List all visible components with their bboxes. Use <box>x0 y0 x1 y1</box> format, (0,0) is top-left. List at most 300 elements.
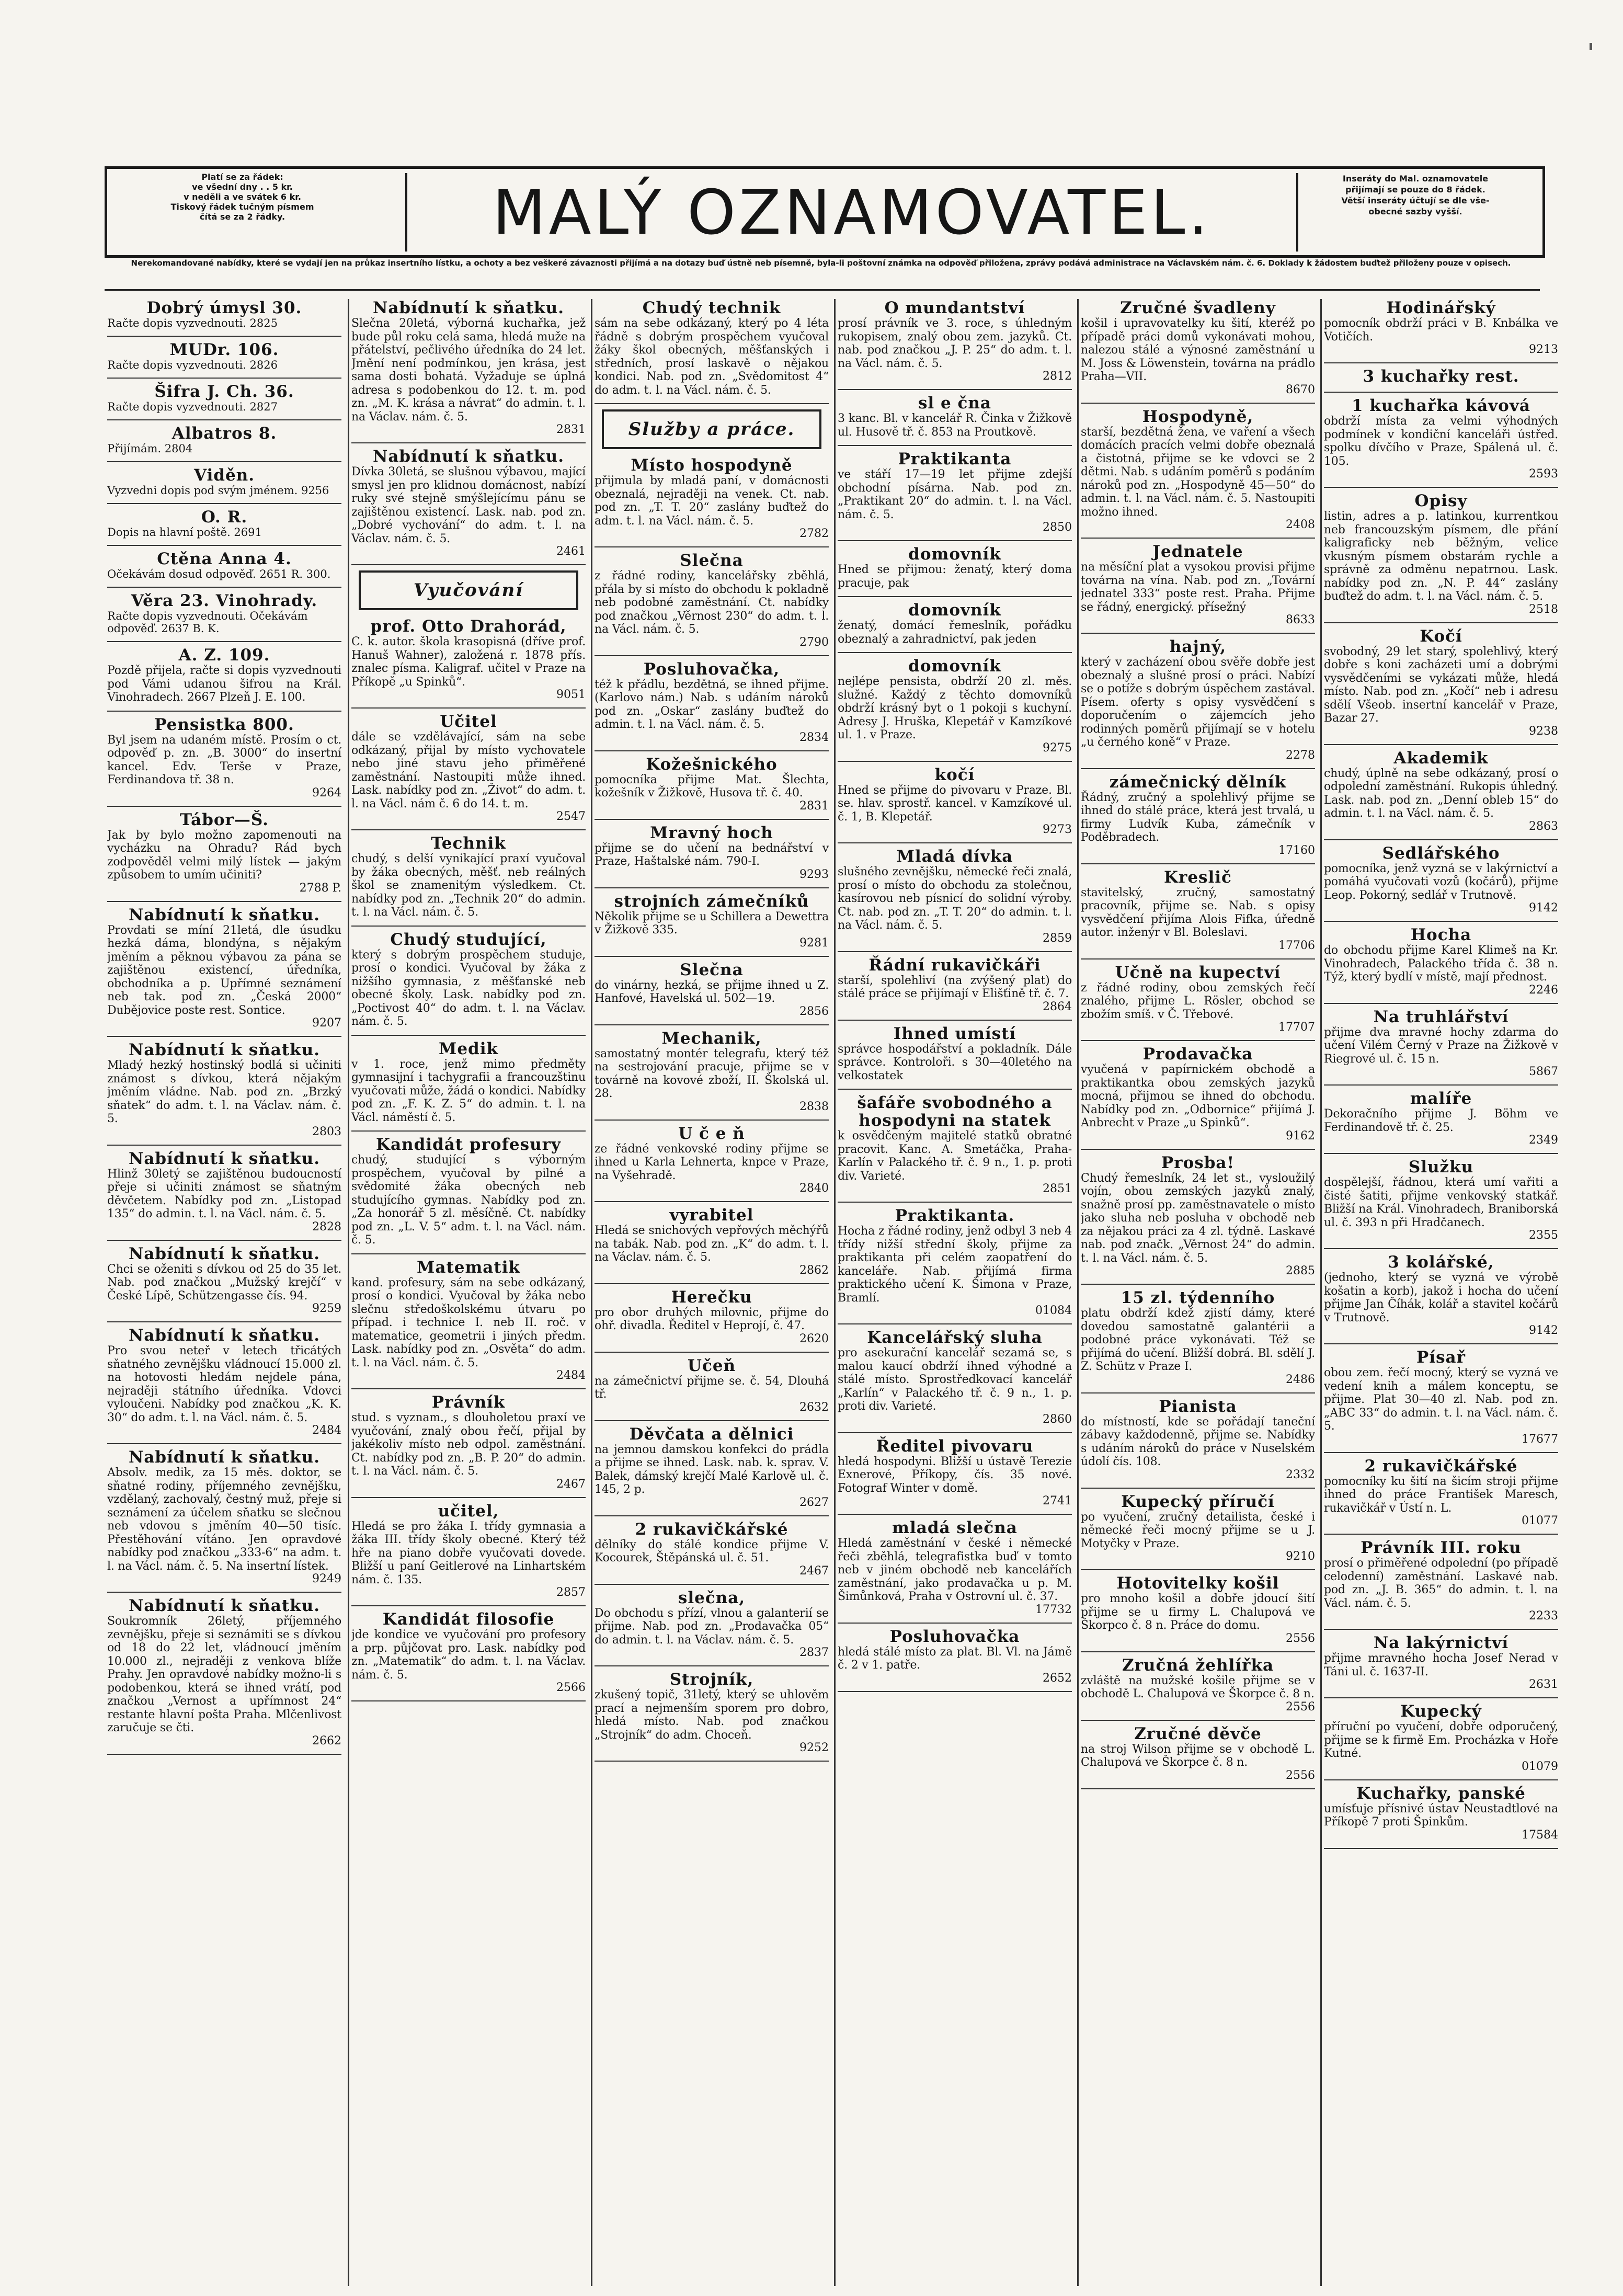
column-separator <box>1320 299 1322 2286</box>
ad-text: z řádné rodiny, kancelářsky zběhlá, přála by si místo do obchodu k pokladně neb podobné zaměstnání. Ct. nabídky pod značkou „Věrnost 230“ do adm. t. l. na Václ. nám. č. 5. <box>595 569 829 636</box>
classified-ad <box>1081 408 1315 532</box>
ad-text: pro asekurační kancelář sezamá se, s malou kaucí obdrží ihned výhodné a stálé místo. Sprostředkovací kancelář „Karlín“ v Palackého tř. č. 9 n., 1. p. proti div. Varieté. <box>838 1346 1072 1413</box>
ad-number: 9293 <box>799 867 829 881</box>
ad-divider <box>1081 403 1315 404</box>
ad-divider <box>595 1761 829 1762</box>
ad-title: Nabídnutí k sňatku. <box>129 1326 320 1345</box>
ad-text: do obchodu přijme Karel Klimeš na Kr. Vinohradech, Palackého třída č. 38 n. Týž, který bydlí v místě, mají přednost. <box>1324 944 1558 984</box>
ad-title: sl e čna <box>918 394 992 413</box>
ad-divider <box>838 652 1072 653</box>
ad-number: 2467 <box>799 1564 829 1578</box>
ad-text: na stroj Wilson přijme se v obchodě L. Chalupová ve Škorpce č. 8 n. <box>1081 1742 1315 1769</box>
ad-number: 9275 <box>1043 741 1072 755</box>
ad-number: 2862 <box>799 1263 829 1277</box>
ad-number: 2859 <box>1043 931 1072 945</box>
ad-number: 2246 <box>1529 983 1558 997</box>
ad-title: Právník III. roku <box>1361 1538 1522 1557</box>
ad-text: na zámečnictví přijme se. č. 54, Dlouhá tř. <box>595 1374 829 1401</box>
ad-title: Pianista <box>1159 1397 1237 1416</box>
ad-divider <box>838 1202 1072 1203</box>
column-separator <box>1077 299 1079 2286</box>
ad-text: Dívka 30letá, se slušnou výbavou, mající smysl jen pro klidnou domácnost, nabízí ruky své stejně smýšlejícímu pánu se zajištěnou existencí. Lask. nab. pod zn. „Dobré vychování“ do adm. t. l. na Václav. nám. č. 5. <box>351 465 586 545</box>
ad-text: Soukromník 26letý, příjemného zevnějšku, přeje si seznámiti se s dívkou od 18 do 22 let, vládnoucí jměním 10.000 zl., nejraději z venkova blíže Prahy. Jen opravdové nabídky možno-li s podobenkou, která se ihned vrátí, pod značkou „Vernost a upřímnost 24“ restante hlavní pošta Praha. Mlčenlivost zaručuje se čti. <box>107 1615 341 1734</box>
ad-divider <box>351 1497 586 1498</box>
header-insert-rules <box>1293 173 1538 217</box>
ad-text: hledá hospodyni. Bližší u ústavě Terezie Exnerové, Příkopy, čís. 35 nové. Fotograf Winter v domě. <box>838 1455 1072 1495</box>
classified-ad <box>351 1502 586 1600</box>
header-right-line: obecné sazby vyšší. <box>1368 207 1462 216</box>
ad-divider <box>107 711 341 712</box>
ad-text: přijme se do učení na bednářství v Praze, Haštalské nám. 790-I. <box>595 841 829 868</box>
ad-title: Zručné děvče <box>1134 1724 1262 1743</box>
ad-divider <box>351 442 586 443</box>
classified-ad <box>595 1357 829 1414</box>
ad-number: 9142 <box>1529 1324 1558 1337</box>
classified-ad <box>838 394 1072 439</box>
ad-text: C. k. autor. škola krasopisná (dříve prof. Hanuš Wahner), založená r. 1878 přís. znalec písma. Kaligraf. učitel v Praze na Příkopě „u Spinků“. <box>351 635 586 689</box>
ad-text: košil i upravovatelky ku šití, kteréž po případě práci domů vykonávati mohou, nalezou stálé a výnosné zaměstnání u M. Joss & Löwenstein, továrna na prádlo Praha—VII. <box>1081 317 1315 383</box>
ad-number: 9210 <box>1286 1550 1315 1563</box>
classified-ad <box>351 835 586 919</box>
ad-text: Račte dopis vyzvednouti. 2825 <box>107 317 278 329</box>
ad-divider <box>1324 1343 1558 1344</box>
classified-ad <box>351 931 586 1029</box>
ad-text: ženatý, domácí řemeslník, pořádku obeznalý a zahradnictví, pak jeden <box>838 619 1072 646</box>
classified-ad <box>351 1259 586 1383</box>
classified-ad <box>1324 1253 1558 1337</box>
ad-number: 2860 <box>1043 1412 1072 1426</box>
ad-number: 9281 <box>799 936 829 950</box>
ad-divider <box>351 707 586 709</box>
classified-ad <box>107 383 341 413</box>
classified-ad <box>1081 1657 1315 1714</box>
ad-divider <box>1324 1848 1558 1849</box>
ad-text: Slečna 20letá, výborná kuchařka, jež bude půl roku celá sama, hledá muže na přátelství, pečlivého úředníka do 24 let. Jmění není podmínkou, jen krása, jest sama dosti bohatá. Vyžaduje se úplná adresa s podobenkou do 12. t. m. pod zn. „M. K. krása a návrat“ do admin. t. l. na Václav. nám. č. 5. <box>351 317 586 424</box>
ad-text: přijmula by mladá paní, v domácnosti obeznalá, nejraději na venek. Ct. nab. pod zn. „T. T. 20“ zaslány buďtež do adm. t. l. na Václ. nám. č. 5. <box>595 474 829 528</box>
ad-text: pomocníky ku šití na šicím stroji přijme ihned do práce František Maresch, rukavičkář v Ústí n. L. <box>1324 1475 1558 1515</box>
ad-divider <box>838 596 1072 597</box>
classified-ad <box>1081 1154 1315 1278</box>
ad-text: Hlinž 30letý se zajištěnou budoucností přeje si učiniti známost se sňatným děvčetem. Nabídky pod zn. „Listopad 135“ do admin. t. l. na Václ. nám. č. 5. <box>107 1167 341 1220</box>
ad-text: ze řádné venkovské rodiny přijme se ihned u Karla Lehnerta, knpce v Praze, na Vyšehradě. <box>595 1142 829 1182</box>
ad-title: Místo hospodyně <box>631 456 793 475</box>
ad-title: 2 rukavičkářské <box>635 1520 788 1539</box>
ad-title: Herečku <box>671 1287 752 1307</box>
ad-text: Hledá se snichových vepřových měchýřů na tabák. Nab. pod zn. „K“ do adm. t. l. na Václav. nám. č. 5. <box>595 1224 829 1264</box>
ad-number: 9273 <box>1043 823 1072 836</box>
classified-ad <box>838 545 1072 590</box>
classified-ad <box>107 1597 341 1747</box>
ad-text: ve stáří 17—19 let přijme zdejší obchodní písárna. Nab. pod zn. „Praktikant 20“ do admin. t. l. na Václ. nám. č. 5. <box>838 468 1072 521</box>
ad-text: z řádné rodiny, obou zemských řečí znalého, přijme L. Rösler, obchod se zbožím smíš. v Č. Třebové. <box>1081 981 1315 1021</box>
ad-title: Ctěna Anna 4. <box>157 550 292 568</box>
ad-number: 17160 <box>1278 843 1315 857</box>
ad-title: Albatros 8. <box>172 424 277 443</box>
ad-number: 2857 <box>556 1586 586 1599</box>
ad-number: 2856 <box>799 1004 829 1018</box>
ad-divider <box>1081 1284 1315 1285</box>
ad-text: dospělejší, řádnou, která umí vařiti a čisté šatiti, přijme venkovský statkář. Bližší na Král. Vinohradech, Braniborská ul. č. 393 n při Hradčanech. <box>1324 1176 1558 1229</box>
ad-divider <box>1324 1153 1558 1154</box>
ad-divider <box>595 1665 829 1666</box>
ad-number: 8633 <box>1286 613 1315 626</box>
classified-ad <box>838 956 1072 1013</box>
ad-text: správce hospodářství a pokladník. Dále správce. Kontroloři. s 30—40letého na velkostatek <box>838 1042 1072 1082</box>
classified-ad <box>1081 773 1315 857</box>
ad-divider <box>351 1700 586 1701</box>
ad-number: 17707 <box>1278 1021 1315 1034</box>
classified-ad <box>1324 368 1558 385</box>
ad-text: chudý, studující s výborným prospěchem, vyučoval by pilné a svědomité žáka obecných neb studujícího gymnas. Nabídky pod zn. „Za honorář 5 zl. měsíčně. Ct. nabídky pod zn. „L. V. 5“ adm. t. l. na Václ. nám. č. 5. <box>351 1153 586 1247</box>
ad-title: Slečna <box>680 960 744 979</box>
ad-title: Posluhovačka, <box>643 659 780 679</box>
ad-number: 2741 <box>1043 1494 1072 1507</box>
ad-number: 9259 <box>312 1302 341 1315</box>
ad-divider <box>1081 1392 1315 1393</box>
classified-ad <box>107 646 341 704</box>
ad-text: Račte dopis vyzvednouti. 2827 <box>107 401 278 413</box>
classified-ad <box>107 1327 341 1437</box>
classified-ad <box>595 893 829 950</box>
classified-ad <box>838 1437 1072 1508</box>
classified-ad <box>1324 1158 1558 1242</box>
ad-text: Pro svou neteř v letech třicátých sňatného zevnějšku vládnoucí 15.000 zl. na hotovosti hledám nejdele pána, nejraději státního úředníka. Vdovci vyloučeni. Nabídky pod značkou „K. K. 30“ do adm. t. l. na Václ. nám. č. 5. <box>107 1344 341 1424</box>
ad-text: Hned se přijmou: ženatý, který doma pracuje, pak <box>838 563 1072 590</box>
ad-title: Řádní rukavičkáři <box>868 955 1041 975</box>
ad-number: 2593 <box>1529 467 1558 481</box>
ad-text: kand. profesury, sám na sebe odkázaný, prosí o kondici. Vyučoval by žáka nebo slečnu středoškolskému útvaru po případ. i technice I. neb II. roč. v matematice, geometrii i jiných předm. Lask. nabídky pod zn. „Osvěta“ do adm. t. l. na Václ. nám. č. 5. <box>351 1276 586 1369</box>
classified-ad <box>1081 1398 1315 1481</box>
ad-title: Služku <box>1408 1158 1474 1176</box>
classified-ad <box>1324 492 1558 616</box>
classified-ad <box>107 811 341 895</box>
ad-divider <box>838 842 1072 843</box>
ad-title: kočí <box>934 765 975 784</box>
ad-text: příruční po vyučení, dobře odporučený, přijme se k firmě Em. Procházka v Hoře Kutné. <box>1324 1720 1558 1760</box>
ad-text: obou zem. řečí mocný, který se vyzná ve vedení knih a málem konceptu, se přijme. Plat 30—40 zl. Nab. pod zn. „ABC 33“ do admin. t. l. na Václ. nám. č. 5. <box>1324 1366 1558 1433</box>
ad-title: vyrabitel <box>669 1206 754 1225</box>
classified-ad <box>1324 1090 1558 1147</box>
classified-ad <box>1081 299 1315 396</box>
ad-title: prof. Otto Drahorád, <box>370 617 567 636</box>
ad-number: 2812 <box>1043 370 1072 383</box>
ad-divider <box>1081 1149 1315 1150</box>
ad-number: 2278 <box>1286 748 1315 762</box>
ad-title: Sedlářského <box>1382 843 1500 863</box>
ad-text: do místností, kde se pořádají taneční zábavy každodenně, přijme se. Nabídky s udáním nároků do práce v Nuselském údolí čís. 108. <box>1081 1415 1315 1468</box>
ad-title: Dobrý úmysl 30. <box>146 299 302 317</box>
classified-ad <box>595 1125 829 1195</box>
ad-divider <box>595 1120 829 1121</box>
ad-text: též k přádlu, bezdětná, se ihned přijme. (Karlovo nám.) Nab. s udáním nároků pod zn. „Oskar“ zaslány buďtež do admin. t. l. na Václ. nám. č. 5. <box>595 678 829 731</box>
ad-title: Hocha <box>1410 926 1472 944</box>
ad-title: Medik <box>439 1039 498 1058</box>
section-heading: Služby a práce. <box>602 409 821 449</box>
classified-ad <box>351 713 586 823</box>
ad-divider <box>1324 362 1558 363</box>
classified-ad <box>838 1329 1072 1426</box>
ad-number: 2864 <box>1043 1000 1072 1013</box>
classified-ad <box>1324 1008 1558 1079</box>
classified-ad <box>595 1521 829 1578</box>
classified-ad <box>1324 844 1558 915</box>
classified-ad <box>1324 926 1558 997</box>
ad-text: po vyučení, zručný detailista, české i německé řeči mocný přijme se u J. Motyčky v Praze. <box>1081 1510 1315 1550</box>
ad-text: Hledá zaměstnání v české i německé řeči zběhlá, telegrafistka buď v tomto neb v jiném obchodě neb kancelářích zaměstnání, jako prodavačka u p. M. Šimůnková, Praha v Ostrovní ul. č. 37. <box>838 1537 1072 1603</box>
ad-title: Kandidát filosofie <box>382 1610 555 1629</box>
ad-divider <box>107 545 341 546</box>
ad-number: 9264 <box>312 786 341 799</box>
ad-title: Praktikanta <box>898 450 1012 469</box>
ad-number: 2518 <box>1529 602 1558 616</box>
ad-text: prosí o přiměřené odpolední (po případě celodenní) zaměstnání. Laskavé nab. pod zn. „J. B. 365“ do admin. t. l. na Václ. nám. č. 5. <box>1324 1557 1558 1610</box>
ad-number: 2556 <box>1286 1631 1315 1645</box>
ad-text: umísťuje přísnivé ústav Neustadtlové na Příkopě 7 proti Špinkům. <box>1324 1802 1558 1829</box>
ad-title: Nabídnutí k sňatku. <box>373 299 564 317</box>
classified-ad <box>1324 1785 1558 1842</box>
ad-divider <box>1324 1452 1558 1453</box>
classified-ad <box>595 299 829 397</box>
ad-title: Na lakýrnictví <box>1373 1634 1509 1652</box>
ad-divider <box>1081 768 1315 769</box>
ad-divider <box>595 546 829 547</box>
ad-title: Hotovitelky košil <box>1116 1574 1279 1593</box>
classified-ad <box>838 848 1072 945</box>
ad-number: 2662 <box>312 1734 341 1747</box>
ad-divider <box>595 1352 829 1353</box>
classified-ad <box>351 618 586 701</box>
classified-ad <box>838 450 1072 534</box>
ad-title: Učitel <box>440 712 497 731</box>
classified-ad <box>838 601 1072 646</box>
ad-title: učitel, <box>438 1501 499 1521</box>
ad-number: 2355 <box>1529 1229 1558 1242</box>
ad-number: 2790 <box>799 635 829 649</box>
ad-text: hledá stálé místo za plat. Bl. Vl. na Jámě č. 2 v 1. patře. <box>838 1645 1072 1672</box>
column-5 <box>1081 299 1315 2286</box>
classified-ad <box>107 1245 341 1316</box>
ad-number: 17584 <box>1522 1828 1558 1842</box>
ad-number: 2547 <box>556 810 586 823</box>
header-right-line: přijímají se pouze do 8 řádek. <box>1345 185 1485 195</box>
column-1 <box>107 299 341 2286</box>
ad-title: Technik <box>431 834 506 853</box>
ad-text: 3 kanc. Bl. v kancelář R. Činka v Žižkově ul. Husově tř. č. 853 na Proutkově. <box>838 412 1072 439</box>
ad-number: 2486 <box>1286 1373 1315 1386</box>
ad-divider <box>595 403 829 404</box>
ad-text: Račte dopis vyzvednouti. Očekávám odpověď. 2637 B. K. <box>107 610 308 635</box>
ad-text: Do obchodu s přízí, vlnou a galanterií se přijme. Nab. pod zn. „Prodavačka 05“ do admin. t. l. na Václav. nám. č. 5. <box>595 1606 829 1647</box>
ad-divider <box>107 1145 341 1146</box>
ad-number: 9213 <box>1529 343 1558 356</box>
ad-number: 2834 <box>799 730 829 744</box>
ad-text: k osvědčeným majitelé statků obratné pracovit. Kanc. A. Smetáčka, Praha-Karlín v Palackého tř. č. 9 n., 1. p. proti div. Varieté. <box>838 1129 1072 1183</box>
ad-text: zvláště na mužské košile přijme se v obchodě L. Chalupová ve Škorpce č. 8 n. <box>1081 1674 1315 1700</box>
ad-number: 2850 <box>1043 521 1072 534</box>
ad-divider <box>1324 487 1558 488</box>
ad-text: který v zacházení obou svěře dobře jest obeznalý a slušné prosí o práci. Nabízí se o potíže s dobrým úspěchem zastával. Písem. oferty s opisy vysvědčení s doporučením o zájemcích jeho rodinných poměrů přijímají se v hotelu „u černého koně“ v Praze. <box>1081 656 1315 749</box>
ad-number: 2484 <box>556 1369 586 1382</box>
ad-text: Dekoračního přijme J. Böhm ve Ferdinandově tř. č. 25. <box>1324 1107 1558 1134</box>
ad-text: Hocha z řádné rodiny, jenž odbyl 3 neb 4 třídy nižší střední školy, přijme za praktikanta při celém zaopatření do kanceláře. Nab. přijímá firma praktického učení K. Šimona v Praze, Bramlí. <box>838 1225 1072 1305</box>
ad-text: pro obor druhých milovnic, přijme do ohř. divadla. Ředitel v Heprojí, č. 47. <box>595 1306 829 1332</box>
classified-ad <box>1324 1349 1558 1446</box>
classified-ad <box>838 299 1072 383</box>
ad-divider <box>351 1035 586 1036</box>
classified-ad <box>1081 638 1315 762</box>
ad-title: Na truhlářství <box>1373 1007 1509 1026</box>
ad-number: 9207 <box>312 1016 341 1030</box>
header-rule <box>105 289 1540 291</box>
classified-ad <box>595 1030 829 1113</box>
ad-divider <box>838 951 1072 952</box>
classified-ad <box>595 961 829 1018</box>
ad-divider <box>1081 633 1315 634</box>
classified-ad <box>351 1040 586 1125</box>
ad-divider <box>595 1283 829 1284</box>
ad-title: slečna, <box>678 1588 746 1607</box>
ad-title: Šifra J. Ch. 36. <box>154 382 294 401</box>
ad-title: Mravný hoch <box>650 823 773 842</box>
classified-ad <box>351 299 586 436</box>
ad-number: 2631 <box>1529 1678 1558 1691</box>
ad-divider <box>1324 921 1558 922</box>
ad-divider <box>595 1515 829 1516</box>
ad-title: 2 rukavičkářské <box>1364 1456 1518 1476</box>
classified-ad <box>107 716 341 799</box>
ad-divider <box>107 419 341 420</box>
ad-divider <box>1324 392 1558 393</box>
ad-title: Opisy <box>1414 492 1468 510</box>
ad-number: 2627 <box>799 1495 829 1509</box>
ad-number: 2782 <box>799 527 829 540</box>
ad-text: chudý, s delší vynikající praxí vyučoval by žáka obecných, měšť. neb reálných škol se znamenitým výsledkem. Ct. nabídky pod zn. „Technik 20“ do admin. t. l. na Václ. nám. č. 5. <box>351 852 586 919</box>
ad-divider <box>1324 1779 1558 1780</box>
ad-title: Nabídnutí k sňatku. <box>129 1041 320 1059</box>
classified-ad <box>595 1425 829 1509</box>
ad-divider <box>1081 958 1315 959</box>
column-separator <box>834 299 836 2286</box>
ad-number: 9051 <box>556 688 586 701</box>
ad-title: strojních zámečníků <box>614 892 809 911</box>
ad-text: do vinárny, hezká, se přijme ihned u Z. Hanfové, Havelská ul. 502—19. <box>595 978 829 1005</box>
ad-title: Zručná žehlířka <box>1122 1655 1274 1675</box>
ad-title: Písař <box>1416 1348 1466 1367</box>
ad-title: 3 kolářské, <box>1388 1253 1494 1272</box>
ad-title: Kandidát profesury <box>376 1135 561 1154</box>
ad-title: Posluhovačka <box>889 1627 1020 1646</box>
column-separator <box>591 299 592 2286</box>
classified-ad <box>1081 543 1315 626</box>
classified-ad <box>1081 1725 1315 1782</box>
ad-title: Nabídnutí k sňatku. <box>129 1596 320 1615</box>
ad-divider <box>1324 1534 1558 1535</box>
classified-ad <box>1081 869 1315 952</box>
ad-text: svobodný, 29 let starý, spolehlivý, který dobře s koni zacházeti umí a dobrými vysvědčeními se vykázati může, hledá místo. Nab. pod zn. „Kočí“ neb i adresu sdělí Všeob. insertní kancelář v Praze, Bazar 27. <box>1324 645 1558 725</box>
ad-divider <box>1324 622 1558 623</box>
ad-title: Učeň <box>687 1356 736 1375</box>
ad-title: Kočí <box>1420 626 1462 646</box>
ad-title: Právník <box>431 1393 506 1412</box>
ad-divider <box>351 1388 586 1389</box>
ad-text: Očekávám dosud odpověď. 2651 R. 300. <box>107 568 331 580</box>
ad-text: v 1. roce, jenž mimo předměty gymnasijní i tachygrafii a francouzštinu vyučovati může, žádá o kondici. Nabídky pod zn. „F. K. Z. 5“ do admin. t. l. na Václ. náměstí č. 5. <box>351 1057 586 1124</box>
ad-number: 2349 <box>1529 1134 1558 1147</box>
header-right-line: Inseráty do Mal. oznamovatele <box>1342 174 1489 184</box>
ad-number: 2556 <box>1286 1768 1315 1782</box>
ad-divider <box>838 1089 1072 1090</box>
ad-title: Děvčata a dělnici <box>629 1424 794 1444</box>
classified-ad <box>351 1610 586 1694</box>
ad-title: Učně na kupectví <box>1115 963 1281 982</box>
ad-title: Nabídnutí k sňatku. <box>129 905 320 924</box>
header-right-line: Větší inseráty účtují se dle vše- <box>1341 196 1490 205</box>
classified-ad <box>107 341 341 371</box>
ad-divider <box>1081 1788 1315 1789</box>
ad-number: 17706 <box>1278 939 1315 952</box>
ad-title: A. Z. 109. <box>178 646 270 665</box>
header-box <box>105 166 1545 258</box>
ad-divider <box>595 1420 829 1421</box>
column-2 <box>351 299 586 2286</box>
ad-divider <box>595 1584 829 1585</box>
ad-divider <box>1324 1629 1558 1630</box>
classified-ad <box>1324 1457 1558 1528</box>
ad-divider <box>1081 1651 1315 1652</box>
ad-divider <box>1324 839 1558 840</box>
classified-ad <box>838 1207 1072 1317</box>
ad-title: O mundantství <box>884 299 1025 317</box>
header-left-line: v neděli a ve svátek 6 kr. <box>184 192 301 202</box>
ad-text: na měsíční plat a vysokou provisi přijme továrna na vína. Nab. pod zn. „Tovární jednatel 333“ poste rest. Praha. Přijme se řádný, energický. přísežný <box>1081 561 1315 614</box>
classified-ad <box>595 456 829 540</box>
ad-text: (jednoho, který se vyzná ve výrobě košatin a korb), jakož i hocha do učení přijme Jan Číhák, kolář a stavitel kočárů v Trutnově. <box>1324 1271 1558 1324</box>
ad-text: Provdati se míní 21letá, dle úsudku hezká dáma, blondýna, s nějakým jměním a pěknou výbavou za pána se zajištěnou existencí, úředníka, obchodníka a p. Upřímné seznámení neb tak. pod zn. „Česká 2000“ Dubějovice poste rest. Sontice. <box>107 923 341 1017</box>
ad-title: Chudý studující, <box>390 930 547 949</box>
ad-divider <box>595 655 829 656</box>
ad-title: Strojník, <box>669 1670 754 1689</box>
classified-ad <box>351 1136 586 1247</box>
ad-divider <box>595 819 829 820</box>
classified-ad <box>1324 1634 1558 1691</box>
page-title: MALÝ OZNAMOVATEL. <box>405 173 1298 252</box>
ad-title: O. R. <box>201 508 248 527</box>
ad-title: domovník <box>908 545 1001 564</box>
ad-divider <box>838 1623 1072 1624</box>
classified-ad <box>1324 749 1558 833</box>
ad-text: Mladý hezký hostinský bodlá si učiniti známost s dívkou, která nějakým jměním vládne. Nab. pod zn. „Brzký sňatek“ do adm. t. l. na Václav. nám. č. 5. <box>107 1059 341 1125</box>
ad-title: 3 kuchařky rest. <box>1363 367 1519 386</box>
ad-number: 2461 <box>556 545 586 558</box>
classified-ad <box>107 508 341 539</box>
header-left-line: Tiskový řádek tučným písmem <box>170 202 314 212</box>
ad-title: Kreslič <box>1164 867 1232 887</box>
header-pricing <box>110 172 374 222</box>
ad-text: obdrží místa za velmi výhodných podmínek v kondiční kanceláři ústřed. spolku dívčího v Praze, Spálená ul. č. 105. <box>1324 415 1558 468</box>
ad-title: mladá slečna <box>892 1518 1018 1537</box>
ad-divider <box>107 1321 341 1322</box>
ad-divider <box>107 1592 341 1593</box>
ad-number: 9249 <box>312 1572 341 1585</box>
header-left-line: čítá se za 2 řádky. <box>199 212 285 222</box>
classified-ad <box>107 1041 341 1138</box>
ad-text: platu obdrží kdež zjistí dámy, které dovedou samostatně galantérii a podobné práce vykonávati. Též se přijímá do učení. Bližší dobrá. Bl. sdělí J. Z. Schütz v Praze I. <box>1081 1307 1315 1373</box>
ad-title: 1 kuchařka kávová <box>1352 396 1530 415</box>
ad-text: sám na sebe odkázaný, který po 4 léta řádně s dobrým prospěchem vyučoval žáky škol obecných, měšťanských i středních, prosí laskavě o nějakou kondici. Nab. pod zn. „Svědomitost 4“ do adm. t. l. na Václ. nám. č. 5. <box>595 317 829 397</box>
ad-divider <box>1324 1003 1558 1004</box>
ad-divider <box>351 1605 586 1606</box>
ad-number: 2566 <box>556 1681 586 1694</box>
